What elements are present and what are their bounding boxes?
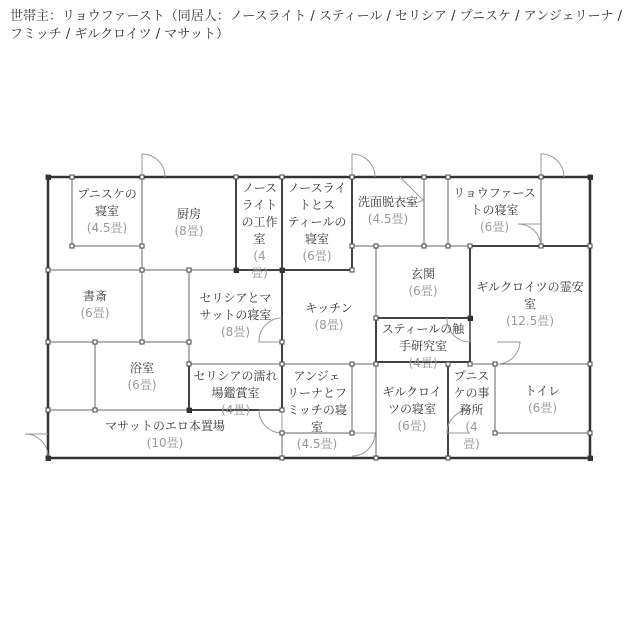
room-northlight-workshop [237, 180, 282, 282]
room-bathroom [95, 360, 189, 394]
room-name: セリシアとマ サットの寝室 [199, 291, 272, 322]
room-name: ノースライ トとス ティールの 寝室 [287, 181, 347, 246]
room-size: (6畳) [80, 306, 110, 320]
room-name: ノース ライト の工作 室 [241, 181, 278, 246]
room-study [48, 288, 142, 322]
room-name: マサットのエロ本置場 [105, 419, 225, 433]
room-toilet [495, 383, 590, 417]
room-name: ギルクロイツの霊安 室 [476, 280, 584, 311]
room-size: (4畳) [221, 403, 250, 417]
room-size: (10畳) [146, 436, 184, 450]
room-size: (6畳) [127, 378, 157, 392]
room-northlight-steel-bedroom [282, 180, 352, 265]
room-size: (8畳) [221, 325, 250, 339]
room-name: トイレ [524, 384, 561, 398]
room-size: (4.5畳) [367, 212, 409, 226]
room-masat-storage [48, 418, 282, 452]
room-gilkreutz-shrine [470, 279, 590, 330]
room-size: (4.5畳) [296, 437, 338, 451]
room-size: (12.5畳) [505, 314, 555, 328]
room-name: ギルクロイ ツの寝室 [382, 385, 442, 416]
room-size: (6畳) [480, 220, 509, 234]
room-size: (4.5畳) [86, 221, 128, 235]
room-angelina-fumicchi-bedroom [282, 368, 352, 453]
room-size: (4 畳) [463, 420, 480, 451]
room-name: プニス ケの事 務所 [453, 369, 490, 417]
room-size: (8畳) [314, 318, 344, 332]
household-header: 世帯主：リョウファースト（同居人：ノースライト / スティール / セリシア / プニスケ / アンジェリーナ / フミッチ / ギルクロイツ / マサット） [10, 9, 623, 42]
room-size: (6畳) [302, 249, 332, 263]
room-name: 厨房 [176, 207, 201, 221]
room-name: キッチン [305, 301, 353, 315]
room-punisuke-bedroom [72, 186, 142, 237]
room-ryofirst-bedroom [448, 185, 541, 236]
room-name: 浴室 [129, 361, 154, 375]
room-name: 玄関 [410, 267, 435, 281]
room-size: (8畳) [174, 224, 204, 238]
room-name: スティールの触 手研究室 [381, 322, 465, 353]
room-size: (4畳) [408, 356, 438, 370]
room-gilkreutz-bedroom [376, 384, 448, 435]
room-size: (6畳) [408, 284, 438, 298]
room-size: (4 畳) [251, 249, 268, 280]
room-size: (6畳) [397, 419, 427, 433]
room-punisuke-office [448, 368, 495, 453]
room-cecilia-viewing-room [189, 368, 282, 419]
room-name: アンジェ リーナとフ ミッチの寝 室 [286, 369, 347, 434]
room-name: セリシアの濡れ 場鑑賞室 [193, 369, 278, 400]
room-size: (6畳) [528, 401, 557, 415]
room-kitchenette [282, 300, 376, 334]
room-name: プニスケの 寝室 [77, 187, 137, 218]
room-kitchen [142, 206, 236, 240]
room-name: 洗面脱衣室 [357, 195, 418, 209]
room-cecilia-masat-bedroom [189, 290, 282, 341]
room-name: リョウファース トの寝室 [453, 186, 536, 217]
room-steel-lab [376, 321, 470, 372]
room-name: 書斎 [82, 289, 107, 303]
room-dressing-room [352, 194, 424, 228]
room-entrance [376, 266, 470, 300]
